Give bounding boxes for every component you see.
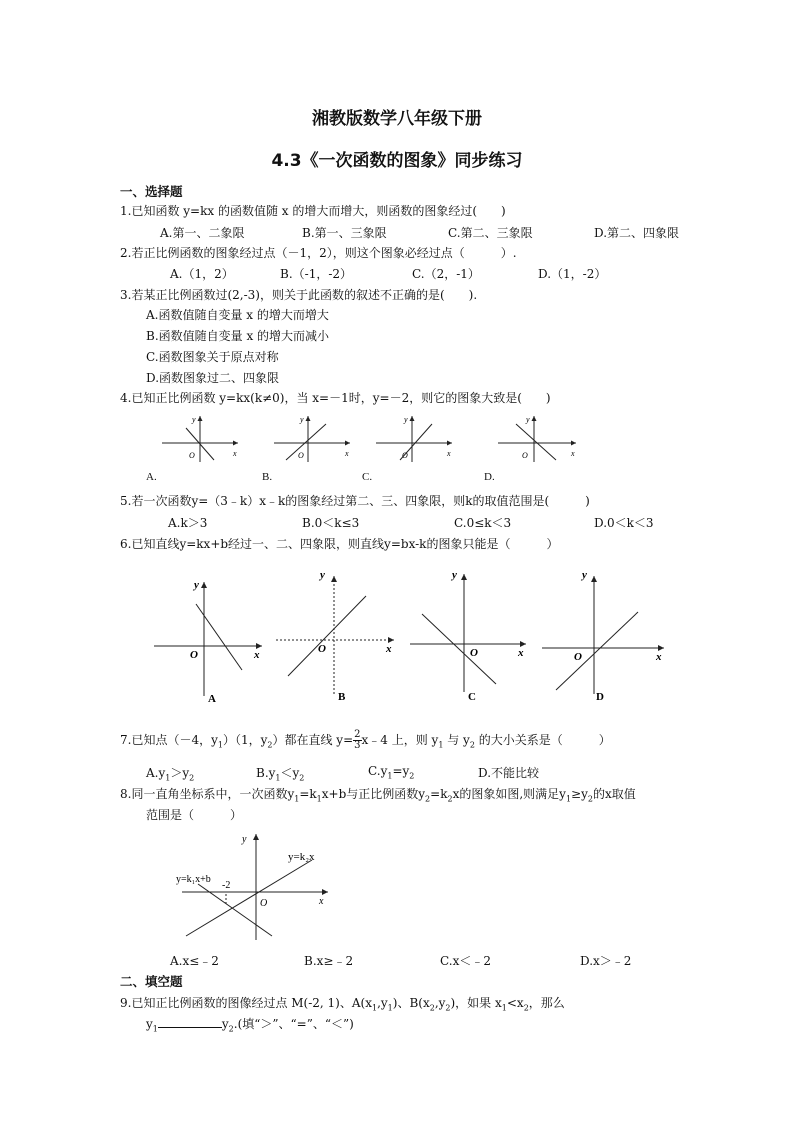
q4-graph-d <box>498 415 576 462</box>
q4-option-b: B. <box>262 471 273 483</box>
q5-option-c: C.0≤k＜3 <box>454 516 512 530</box>
q6b-origin: O <box>318 643 326 655</box>
q1-stem: 1.已知函数 y=kx 的函数值随 x 的增大而增大，则函数的图象经过( ) <box>120 204 506 218</box>
q4b-origin: O <box>298 451 304 460</box>
q4c-origin: O <box>402 451 408 460</box>
q7-stem: 7.已知点（－4，$y_1)(1$，$y_2$）都在直线 y= $\frac{2}{3}$ x﹣4 上，则 $y_1$ 与 $y_2$ 的大小关系是（ ） <box>120 729 611 751</box>
q2-option-b: B.（-1，-2） <box>280 267 353 281</box>
q5-option-a: A.k＞3 <box>168 516 208 530</box>
q8-line-label-2: y=k₂x <box>288 851 315 863</box>
q6-label-c: C <box>468 691 476 703</box>
q6d-y-label: y <box>582 569 587 581</box>
q4a-x-label: x <box>233 449 237 458</box>
q8-stem-line1: 8.同一直角坐标系中，一次函数$y_1=k_1x+b$与正比例函数$y_2=k_2x$的图象如图,则满足$y_1\ge y_2$的x取值 <box>120 787 636 804</box>
q4d-origin: O <box>522 451 528 460</box>
q9-answer-blank[interactable] <box>158 1017 222 1028</box>
q6-label-d: D <box>596 691 604 703</box>
q6b-x-label: x <box>386 643 392 655</box>
q4-graph-c <box>376 415 452 462</box>
q6a-x-label: x <box>254 649 260 661</box>
q1-option-c: C.第二、三象限 <box>448 226 533 240</box>
q6d-origin: O <box>574 651 582 663</box>
q8-x-label: x <box>319 896 324 907</box>
section-fill: 二、填空题 <box>120 974 183 989</box>
q5-stem: 5.若一次函数y=（3﹣k）x﹣k的图象经过第二、三、四象限，则k的取值范围是( ) <box>120 494 590 508</box>
q5-option-d: D.0＜k＜3 <box>594 516 654 530</box>
q8-y-label: y <box>242 834 247 845</box>
q8-line-label-1: y=k₁x+b <box>176 874 211 885</box>
q4c-x-label: x <box>447 449 451 458</box>
q6d-x-label: x <box>656 651 662 663</box>
q6b-y-label: y <box>320 569 325 581</box>
q4a-y-label: y <box>192 415 196 424</box>
q6-graphs <box>148 562 668 710</box>
q4-graphs <box>146 410 606 470</box>
q7-option-a: $A.y_1>y_2$ <box>146 766 195 783</box>
q1-option-d: D.第二、四象限 <box>594 226 680 240</box>
q9-stem-line1: 9.已知正比例函数的图像经过点 M(-2, 1)、$A(x_1,y_1)$、$B(x_2,y_2)$，如果 $x_1<x_2$，那么 <box>120 996 565 1013</box>
q6-label-a: A <box>208 693 216 705</box>
q8-origin: O <box>260 898 268 909</box>
q2-option-a: A.（1，2） <box>170 267 234 281</box>
q8-stem-line2: 范围是（ ） <box>146 808 243 822</box>
q6c-origin: O <box>470 647 478 659</box>
q3-option-d: D.函数图象过二、四象限 <box>146 371 280 385</box>
section-choice: 一、选择题 <box>120 184 183 199</box>
q7-option-c: $C.y_1=y_2$ <box>368 764 415 781</box>
q9-stem-line2: $y_1$ $y_2$.(填“＞”、“=”、“＜”) <box>146 1017 354 1034</box>
q6c-x-label: x <box>518 647 524 659</box>
q7-option-d: D.不能比较 <box>478 766 540 780</box>
q4d-y-label: y <box>526 415 530 424</box>
q4b-y-label: y <box>300 415 304 424</box>
q6-graph-d <box>542 569 664 703</box>
q6-graph-c <box>410 569 526 703</box>
q3-option-b: B.函数值随自变量 x 的增大而减小 <box>146 329 330 343</box>
q4c-y-label: y <box>404 415 408 424</box>
q6-graph-b <box>276 569 394 703</box>
q4b-x-label: x <box>345 449 349 458</box>
q8-graph <box>176 826 336 946</box>
q3-option-a: A.函数值随自变量 x 的增大而增大 <box>146 308 329 322</box>
q6a-origin: O <box>190 649 198 661</box>
q8-option-a: A.x≤﹣2 <box>170 954 219 968</box>
q4-option-a: A. <box>146 471 157 483</box>
q4a-origin: O <box>189 451 195 460</box>
q4-option-d: D. <box>484 471 495 483</box>
q6-stem: 6.已知直线y=kx+b经过一、二、四象限，则直线y=bx-k的图象只能是（ ） <box>120 537 559 551</box>
q2-stem: 2.若正比例函数的图象经过点（－1，2），则这个图象必经过点（ ）. <box>120 246 517 260</box>
q3-option-c: C.函数图象关于原点对称 <box>146 350 279 364</box>
q8-option-b: B.x≥﹣2 <box>304 954 354 968</box>
q6-label-b: B <box>338 691 346 703</box>
page-title: 湘教版数学八年级下册 <box>312 109 482 129</box>
q6c-y-label: y <box>452 569 457 581</box>
q7-fraction: $\frac{2}{3}$ <box>354 729 361 751</box>
q8-option-c: C.x＜﹣2 <box>440 954 491 968</box>
page-subtitle: 4.3《一次函数的图象》同步练习 <box>271 151 523 171</box>
q3-stem: 3.若某正比例函数过(2,-3)，则关于此函数的叙述不正确的是( ). <box>120 288 478 302</box>
q4-option-c: C. <box>362 471 373 483</box>
q4d-x-label: x <box>571 449 575 458</box>
q4-stem: 4.已知正比例函数 y=kx(k≠0)，当 x=－1时，y=－2，则它的图象大致是( ) <box>120 391 551 405</box>
q1-option-a: A.第一、二象限 <box>160 226 245 240</box>
q8-option-d: D.x＞﹣2 <box>580 954 632 968</box>
q4-graph-b <box>274 415 350 462</box>
q5-option-b: B.0＜k≤3 <box>302 516 360 530</box>
q1-option-b: B.第一、三象限 <box>302 226 387 240</box>
q2-option-c: C.（2，-1） <box>412 267 480 281</box>
q6a-y-label: y <box>194 579 199 591</box>
q8-tick-neg2: -2 <box>222 880 231 891</box>
q6-graph-a <box>154 579 262 705</box>
q4-graph-a <box>162 415 238 462</box>
q7-option-b: $B.y_1<y_2$ <box>256 766 305 783</box>
q2-option-d: D.（1，-2） <box>538 267 607 281</box>
